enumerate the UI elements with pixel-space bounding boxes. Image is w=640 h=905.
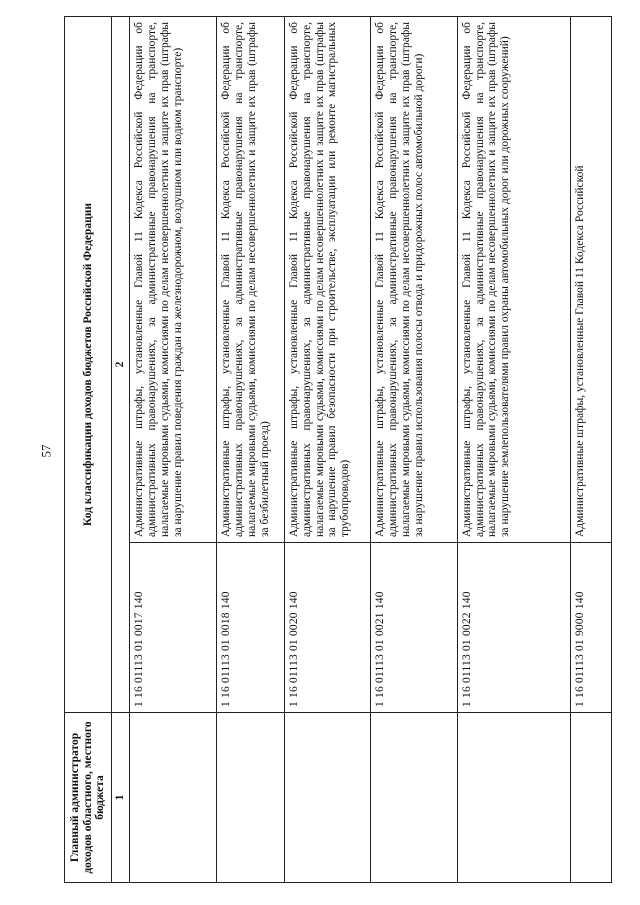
table-row <box>457 16 570 882</box>
classification-code: 1 16 01113 01 0020 140 <box>284 543 370 713</box>
administrator-cell <box>284 713 370 883</box>
header-administrator: Главный администратор доходов областного, местного бюджета <box>65 713 112 883</box>
column-number-2: 2 <box>111 16 130 712</box>
administrator-cell <box>570 713 611 883</box>
administrator-cell <box>130 713 216 883</box>
administrator-cell <box>371 713 457 883</box>
administrator-cell <box>216 713 284 883</box>
income-description: Административные штрафы, установленные Главой 11 Кодекса Российской Федерации об административных правонарушениях, за административные правонарушения на транспорте, налагаемые мировыми судьями, комиссиями по делам несовершеннолетних и защите их прав (штрафы за нарушение правил безопасности при строительстве, эксплуатации или ремонте магистральных трубопроводов) <box>284 16 370 542</box>
income-description: Административные штрафы, установленные Главой 11 Кодекса Российской Федерации об административных правонарушениях, за административные правонарушения на транспорте, налагаемые мировыми судьями, комиссиями по делам несовершеннолетних и защите их прав (штрафы за безбилетный проезд) <box>216 16 284 542</box>
classification-code: 1 16 01113 01 9000 140 <box>570 543 611 713</box>
budget-classification-table <box>64 16 612 883</box>
table-row <box>130 16 216 882</box>
income-description: Административные штрафы, установленные Главой 11 Кодекса Российской Федерации об административных правонарушениях, за административные правонарушения на транспорте, налагаемые мировыми судьями, комиссиями по делам несовершеннолетних и защите их прав (штрафы за нарушение правил использования полосы отвода и придорожных полос автомобильной дороги) <box>371 16 457 542</box>
classification-code: 1 16 01113 01 0021 140 <box>371 543 457 713</box>
table-row <box>371 16 457 882</box>
classification-code: 1 16 01113 01 0018 140 <box>216 543 284 713</box>
table-row <box>570 16 611 882</box>
table-row <box>284 16 370 882</box>
income-description: Административные штрафы, установленные Главой 11 Кодекса Российской Федерации об административных правонарушениях, за административные правонарушения на транспорте, налагаемые мировыми судьями, комиссиями по делам несовершеннолетних и защите их прав (штрафы за нарушение правил поведения граждан на железнодорожном, воздушном или водном транспорте) <box>130 16 216 542</box>
table-row <box>216 16 284 882</box>
table-header-row <box>65 16 112 882</box>
income-description: Административные штрафы, установленные Главой 11 Кодекса Российской Федерации об административных правонарушениях, за административные правонарушения на транспорте, налагаемые мировыми судьями, комиссиями по делам несовершеннолетних и защите их прав (штрафы за нарушение землепользователями правил охраны автомобильных дорог или дорожных сооружений) <box>457 16 570 542</box>
income-description: Административные штрафы, установленные Главой 11 Кодекса Российской <box>570 16 611 542</box>
administrator-cell <box>457 713 570 883</box>
column-number-1: 1 <box>111 713 130 883</box>
rotated-page <box>64 17 612 883</box>
classification-code: 1 16 01113 01 0022 140 <box>457 543 570 713</box>
classification-code: 1 16 01113 01 0017 140 <box>130 543 216 713</box>
header-classification-code: Код классификации доходов бюджетов Российской Федерации <box>65 16 112 712</box>
page-number: 57 <box>38 444 54 458</box>
column-numbers-row <box>111 16 130 882</box>
